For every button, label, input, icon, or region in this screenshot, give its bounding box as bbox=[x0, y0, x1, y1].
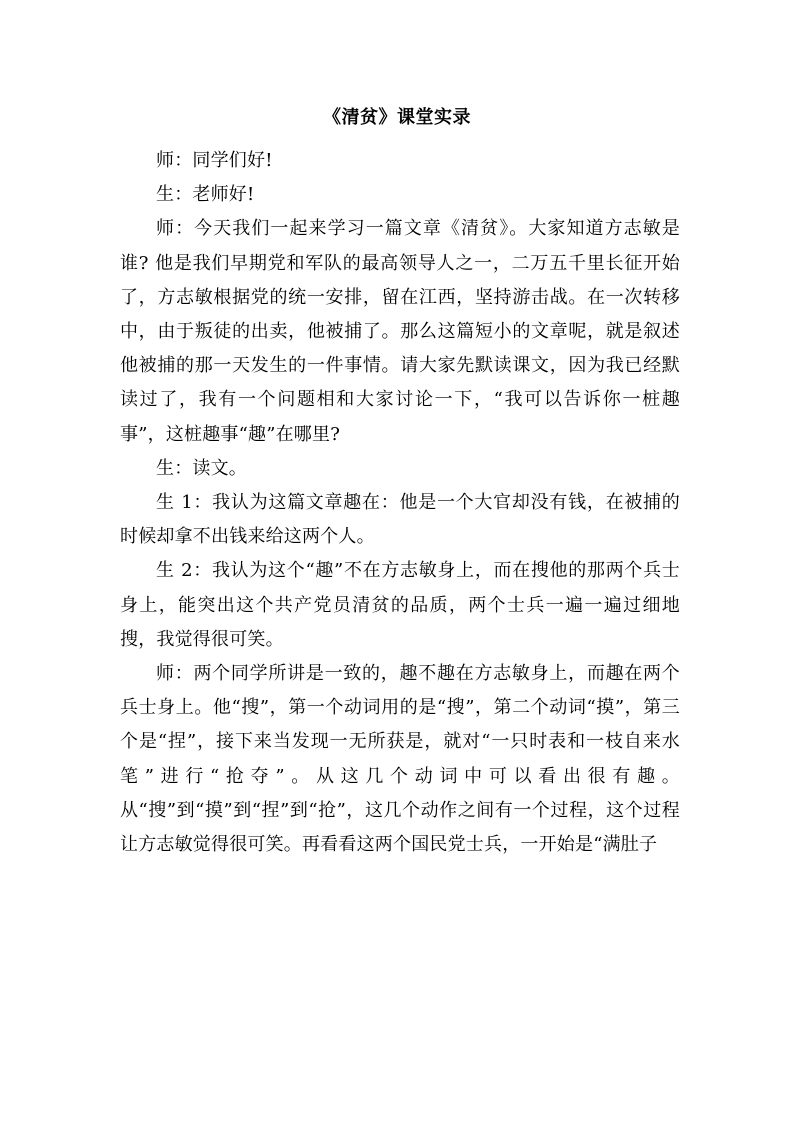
paragraph-4: 生：读文。 bbox=[156, 457, 247, 479]
paragraph-3: 师：今天我们一起来学习一篇文章《清贫》。大家知道方志敏是谁? 他是我们早期党和军队的最高领导人之一，二万五千里长征开始了，方志敏根据党的统一安排，留在江西，坚持游击战。在一次转移中，由于叛徒的出卖，他被捕了。那么这篇短小的文章呢，就是叙述他被捕的那一天发生的一件事情。请大家先默读课文，因为我已经默读过了，我有一个问题相和大家讨论一下，“我可以告诉你一桩趣事”，这桩趣事“趣”在哪里? bbox=[120, 218, 680, 445]
paragraph-7: 师：两个同学所讲是一致的，趣不趣在方志敏身上，而趣在两个兵士身上。他“搜”，第一个动词用的是“搜”，第二个动词“摸”，第三个是“捏”，接下来当发现一无所获是，就对“一只时表和一枝自来水笔”进行“抢夺”。从这几个动词中可以看出很有趣。从“搜”到“摸”到“捏”到“抢”，这几个动作之间有一个过程，这个过程让方志敏觉得很可笑。再看看这两个国民党士兵，一开始是“满肚子 bbox=[120, 663, 680, 856]
paragraph-5: 生 1：我认为这篇文章趣在：他是一个大官却没有钱，在被捕的时候却拿不出钱来给这两个人。 bbox=[120, 492, 680, 548]
document-title: 《清贫》课堂实录 bbox=[323, 107, 471, 128]
paragraph-1: 师：同学们好! bbox=[156, 150, 273, 171]
paragraph-2: 生：老师好! bbox=[156, 184, 255, 206]
paragraph-6: 生 2：我认为这个“趣”不在方志敏身上，而在搜他的那两个兵士身上，能突出这个共产党员清贫的品质，两个士兵一遍一遍过细地搜，我觉得很可笑。 bbox=[120, 560, 680, 650]
document-body bbox=[120, 144, 680, 862]
